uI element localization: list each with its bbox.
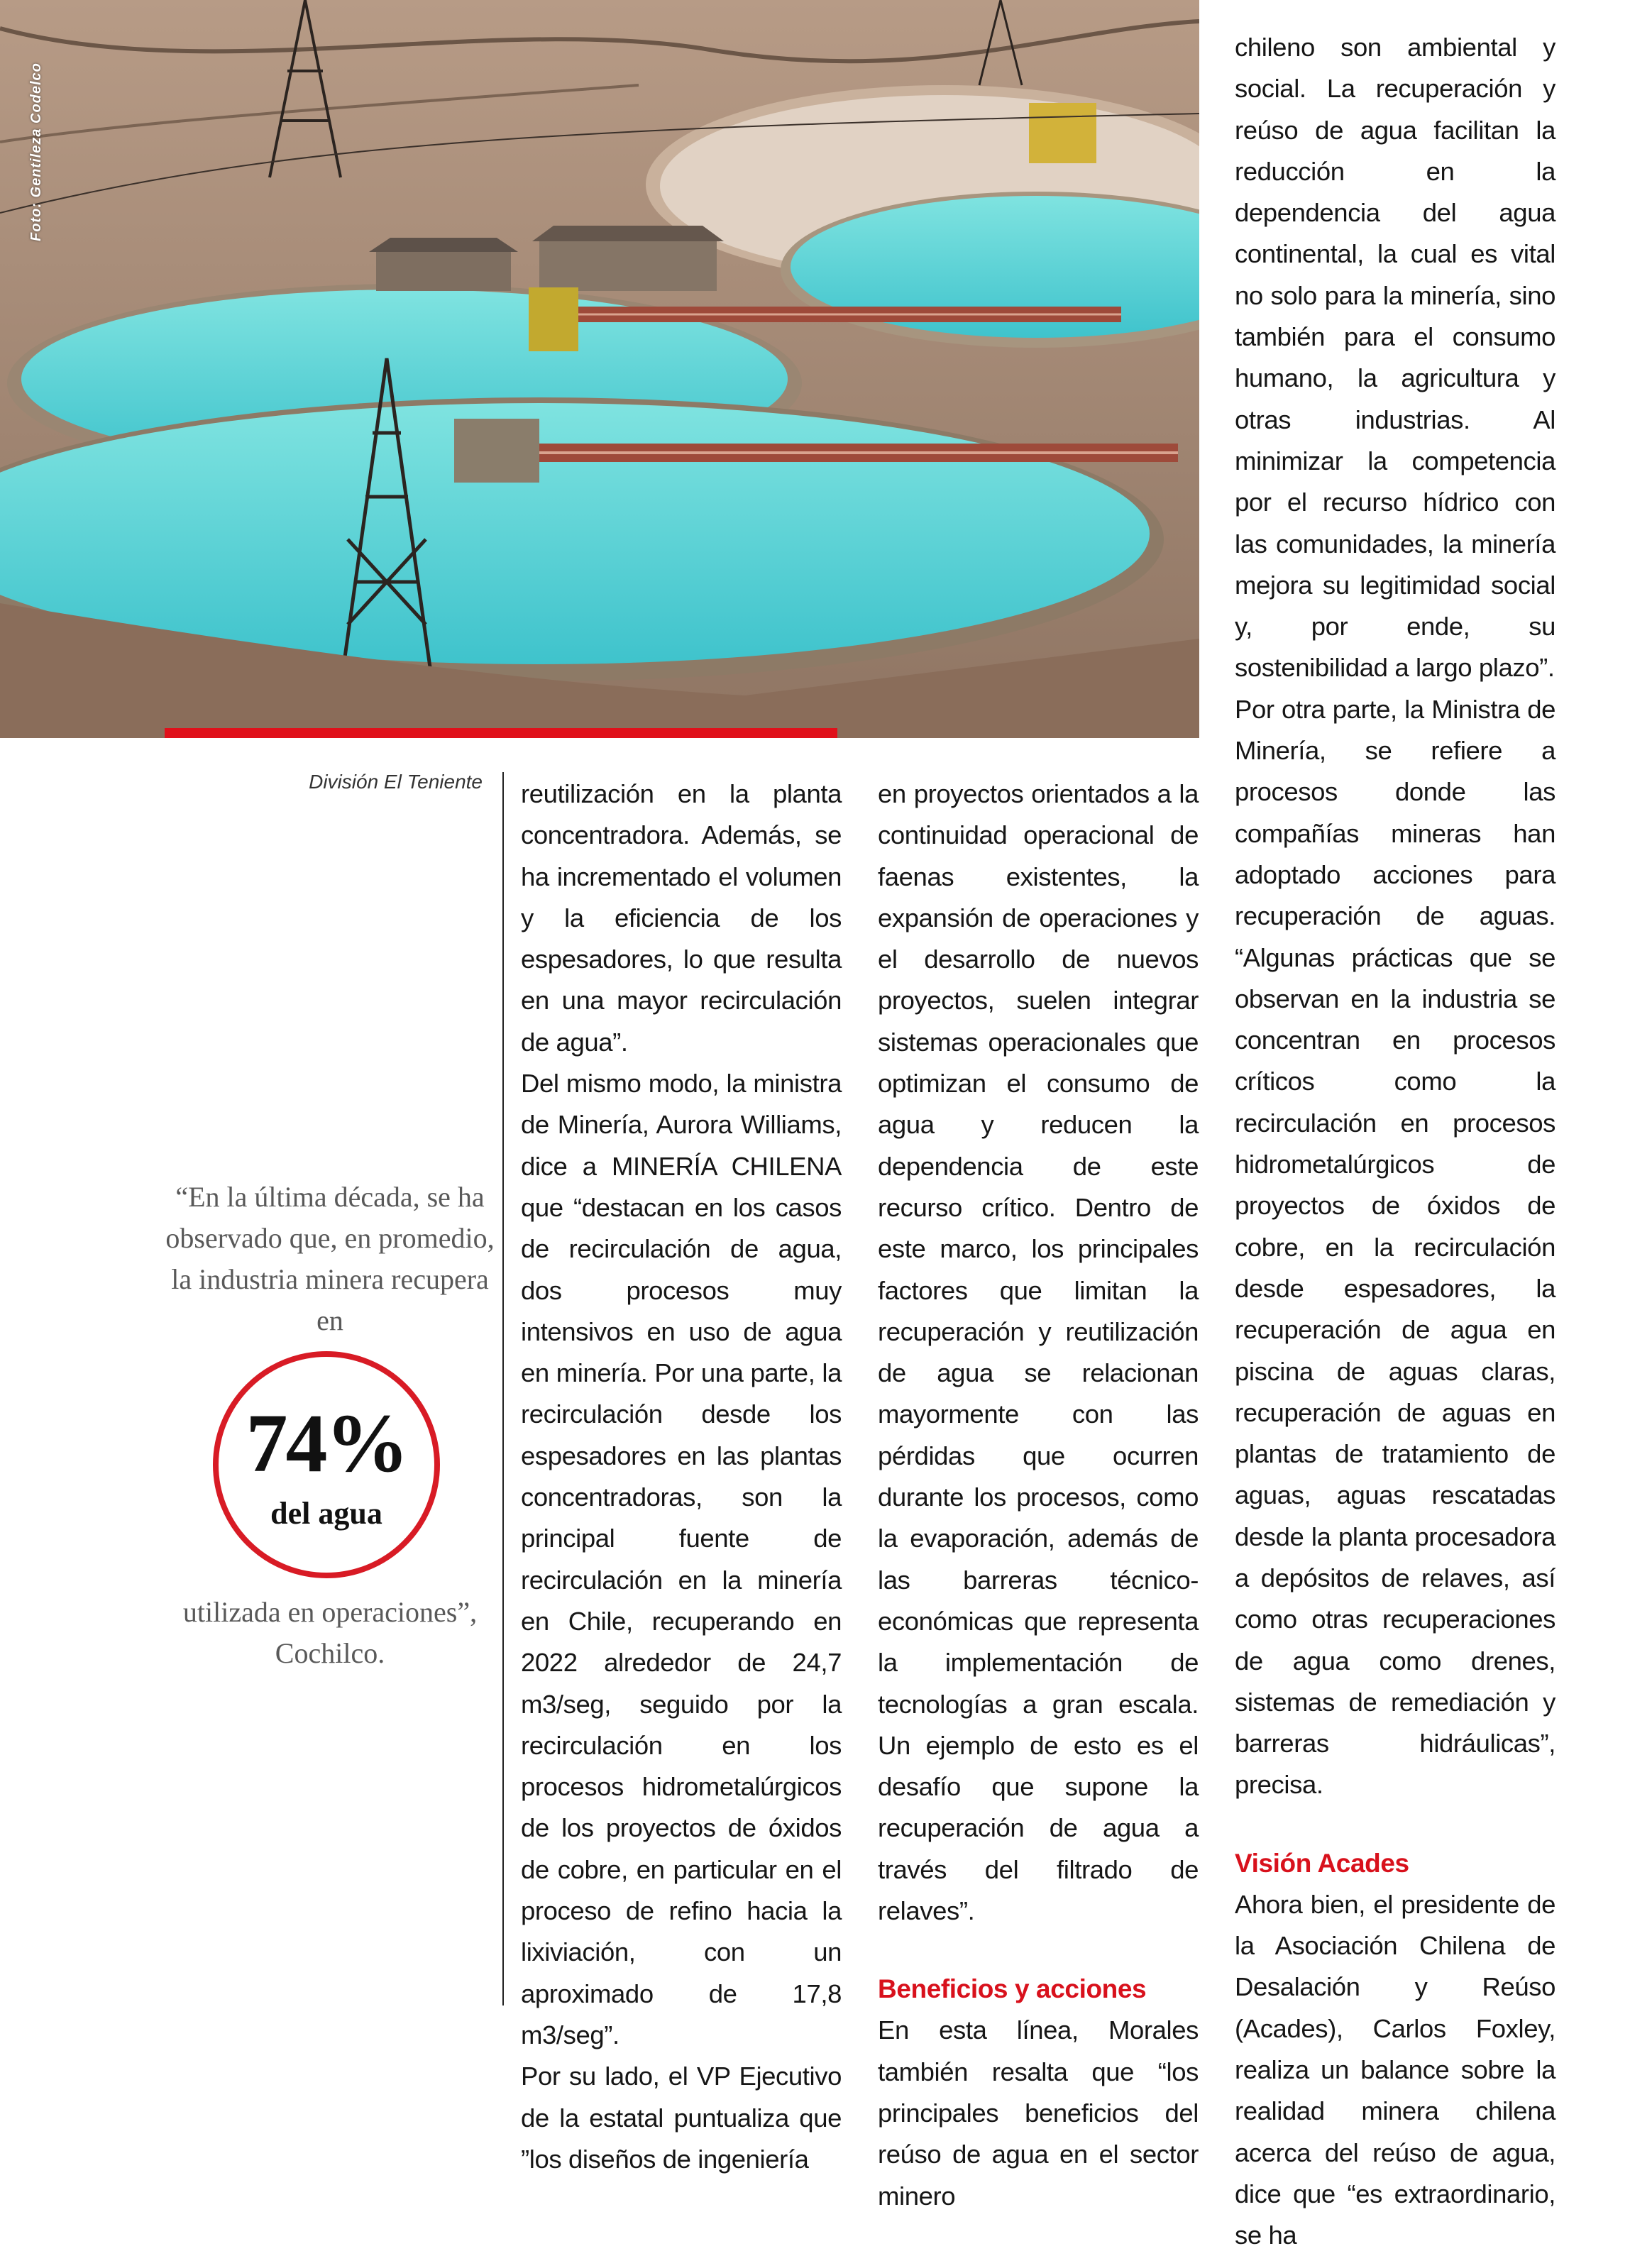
thickener-photo: [0, 0, 1199, 738]
building-right-roof: [532, 226, 724, 241]
drive-house-back: [1029, 103, 1096, 163]
section-gap: [878, 1932, 1199, 1969]
drive-house-middle: [529, 287, 578, 351]
article-column-1: [521, 774, 842, 2180]
paragraph: Por otra parte, la Ministra de Minería, se refiere a procesos donde las compañías mineras han adoptado acciones para recuperación de aguas. “Algunas prácticas que se observan en la industria se concentran en procesos críticos como la recirculación en procesos hidrometalúrgicos de proyectos de óxidos de cobre, en la recirculación desde espesadores, la recuperación de agua en piscina de aguas claras, recuperación de aguas en plantas de tratamiento de aguas, aguas rescatadas desde la planta procesadora a depósitos de relaves, así como otras recuperaciones de agua como drenes, sistemas de remediación y barreras hidráulicas”, precisa.: [1235, 694, 1555, 1800]
pull-quote-bottom: utilizada en operaciones”, Cochilco.: [182, 1596, 478, 1669]
pull-quote-top: “En la última década, se ha observado que, en promedio, la industria minera recupera en: [165, 1181, 495, 1336]
red-accent-bar: [165, 728, 837, 738]
article-column-2: [878, 774, 1199, 2217]
paragraph: en proyectos orientados a la continuidad operacional de faenas existentes, la expansión de operaciones y el desarrollo de nuevos proyectos, suelen integrar sistemas operacionales que optimizan el consumo de agua y reducen la dependencia de este recurso crítico. Dentro de este marco, los principales factores que limitan la recuperación y reutilización de agua se relacionan mayormente con las pérdidas que ocurren durante los procesos, como la evaporación, además de las barreras técnico-económicas que representa la implementación de tecnologías a gran escala. Un ejemplo de esto es el desafío que supone la recuperación de agua a través del filtrado de relaves”.: [878, 779, 1199, 1926]
article-column-3: [1235, 27, 1555, 2256]
section-heading: Visión Acades: [1235, 1848, 1409, 1878]
thickener-illustration: [0, 0, 1199, 738]
photo-caption: División El Teniente: [309, 771, 483, 793]
stat-circle: [213, 1351, 440, 1578]
section-gap: [1235, 1806, 1555, 1843]
section-heading: Beneficios y acciones: [878, 1974, 1147, 2004]
paragraph: Por su lado, el VP Ejecutivo de la estatal puntualiza que ”los diseños de ingeniería: [521, 2062, 842, 2174]
stat-value: 74%: [246, 1397, 407, 1490]
photo-credit: Foto: Gentileza Codelco: [28, 62, 44, 241]
paragraph: En esta línea, Morales también resalta que “los principales beneficios del reúso de agua en el sector minero: [878, 2015, 1199, 2211]
paragraph: Del mismo modo, la ministra de Minería, Aurora Williams, dice a MINERÍA CHILENA que “destacan en los casos de recirculación de agua, dos procesos muy intensivos en uso de agua en minería. Por una parte, la recirculación desde los espesadores en las plantas concentradoras, son la principal fuente de recirculación en la minería en Chile, recuperando en 2022 alrededor de 24,7 m3/seg, seguido por la recirculación en los procesos hidrometalúrgicos de los proyectos de óxidos de cobre, en particular en el proceso de refino hacia la lixiviación, con un aproximado de 17,8 m3/seg”.: [521, 1069, 842, 2049]
paragraph: reutilización en la planta concentradora. Además, se ha incrementado el volumen y la eficiencia de los espesadores, lo que resulta en una mayor recirculación de agua”.: [521, 779, 842, 1057]
paragraph: chileno son ambiental y social. La recuperación y reúso de agua facilitan la reducción en la dependencia del agua continental, la cual es vital no solo para la minería, sino también para el consumo humano, la agricultura y otras industrias. Al minimizar la competencia por el recurso hídrico con las comunidades, la minería mejora su legitimidad social y, por ende, su sostenibilidad a largo plazo”.: [1235, 33, 1555, 683]
building-left-roof: [369, 238, 518, 252]
building-right: [539, 241, 717, 291]
paragraph: Ahora bien, el presidente de la Asociación Chilena de Desalación y Reúso (Acades), Carlos Foxley, realiza un balance sobre la realidad minera chilena acerca del reúso de agua, dice que “es extraordinario, se ha: [1235, 1889, 1555, 2250]
stat-label: del agua: [270, 1496, 382, 1531]
column-divider: [502, 772, 504, 2005]
building-left: [376, 252, 511, 291]
drive-house-front: [454, 419, 539, 483]
